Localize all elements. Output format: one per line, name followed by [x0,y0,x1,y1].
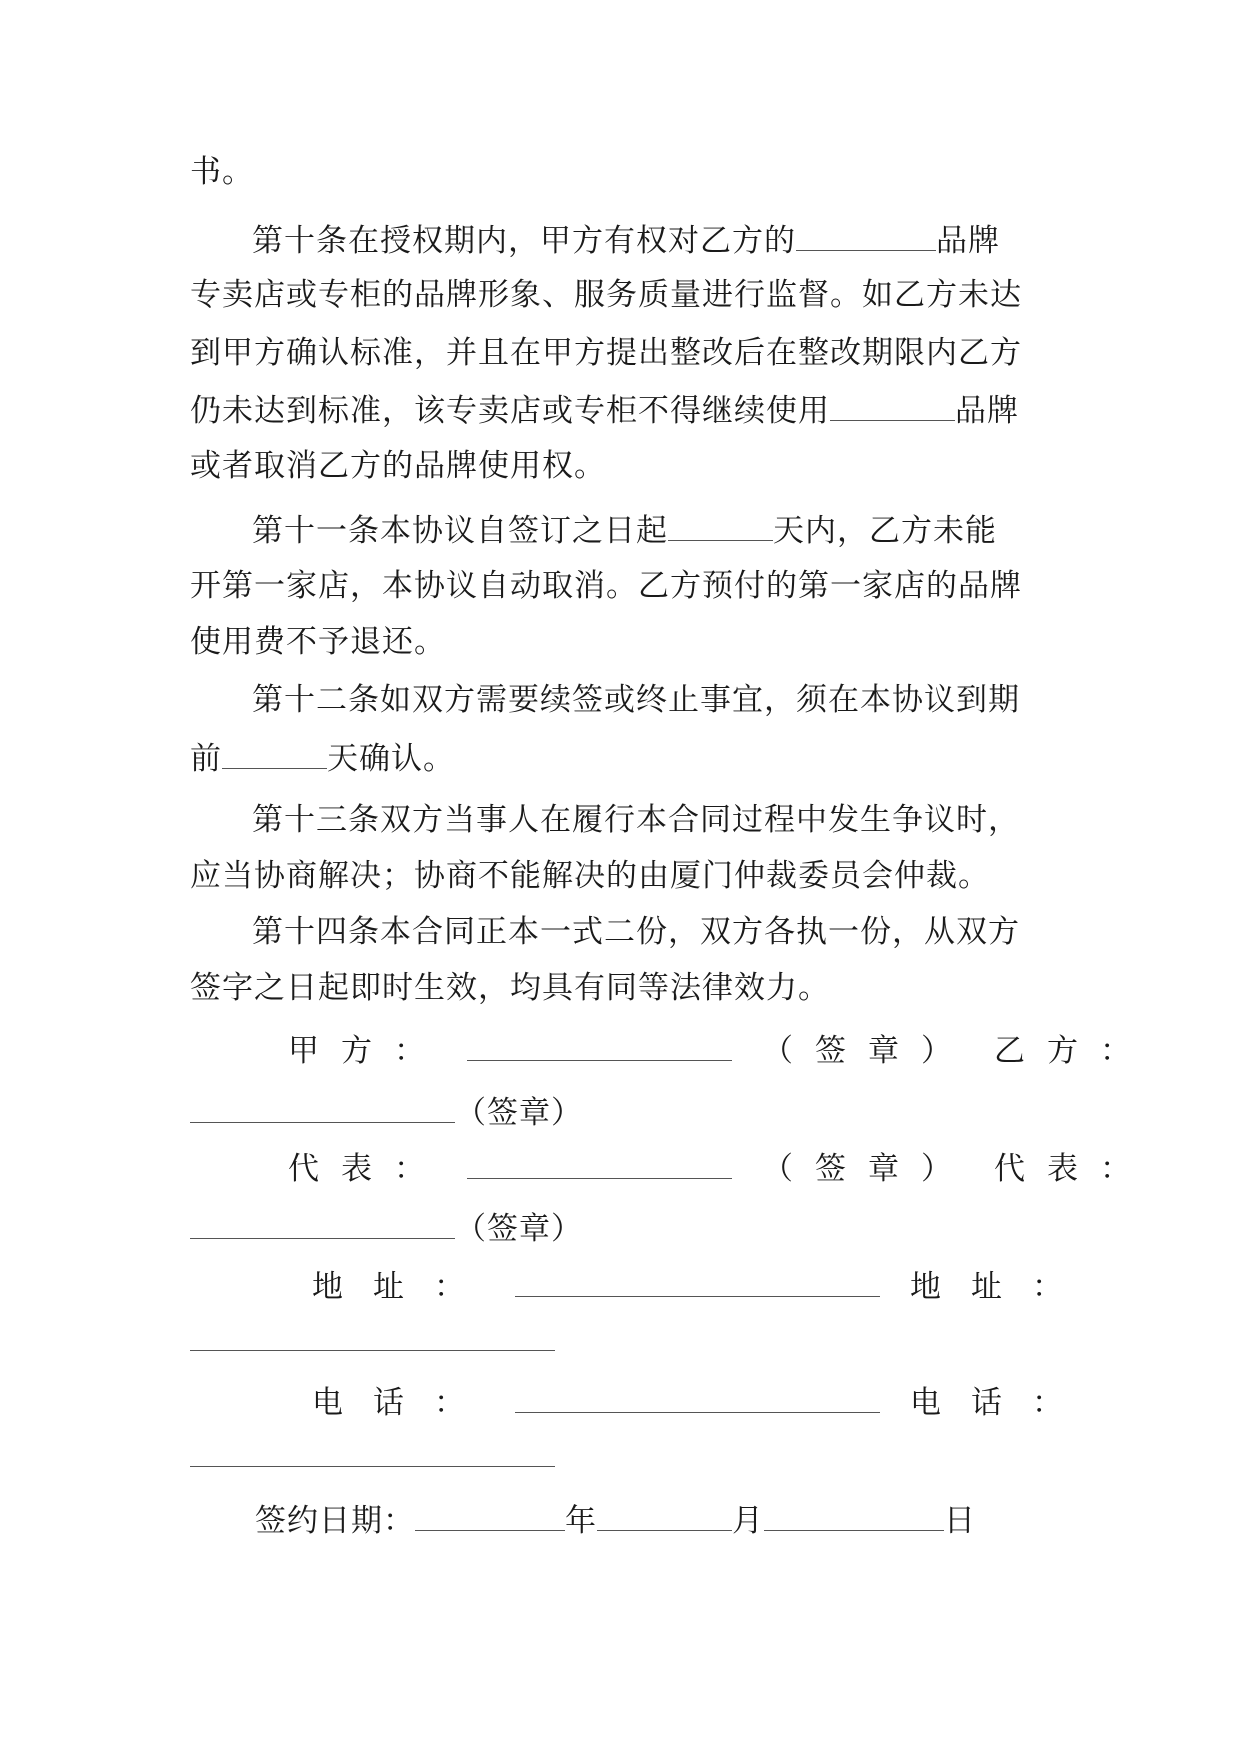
text-span: 品牌 [955,393,1019,429]
article-11 [252,510,997,551]
text-span: 第十二条如双方需要续签或终止事宜，须在本协议到期 [252,682,1020,718]
address-b-field [190,1320,555,1351]
phone-a-field [515,1382,880,1413]
seal-label: （签章） [762,1033,974,1069]
phone-a-label: 电话： [312,1385,495,1421]
text-span: 第十一条本协议自签订之日起 [252,513,668,549]
text-span: 前 [190,741,222,777]
seal-label: （签章） [455,1095,583,1131]
article-13 [252,800,1020,840]
text-span: 第十条在授权期内，甲方有权对乙方的 [252,223,796,259]
text-span: 天确认。 [327,741,455,777]
address-row [312,1266,1093,1307]
text-span: 到甲方确认标准，并且在甲方提出整改后在整改期限内乙方 [190,335,1022,371]
sign-date-label: 签约日期： [255,1503,415,1539]
rep-b-row [190,1208,583,1249]
text-span: 天内，乙方未能 [773,513,997,549]
text-span: 书。 [190,154,254,190]
blank-field [222,738,327,769]
month-field [597,1500,732,1531]
text-span: 或者取消乙方的品牌使用权。 [190,448,606,484]
phone-b-field [190,1436,555,1467]
text-span: 专卖店或专柜的品牌形象、服务质量进行监督。如乙方未达 [190,277,1022,313]
text-line [190,333,1022,373]
year-field [415,1500,565,1531]
address-a-field [515,1266,880,1297]
rep-b-signature-field [190,1208,455,1239]
text-span: 应当协商解决；协商不能解决的由厦门仲裁委员会仲裁。 [190,858,990,894]
phone-b-label: 电话： [910,1385,1093,1421]
text-span: 开第一家店，本协议自动取消。乙方预付的第一家店的品牌 [190,568,1022,604]
phone-b-row [190,1436,555,1477]
rep-a-signature-field [467,1148,732,1179]
text-line [190,390,1019,431]
rep-b-label: 代表： [994,1151,1153,1187]
text-span: 第十四条本合同正本一式二份，双方各执一份，从双方 [252,914,1020,950]
text-span: 使用费不予退还。 [190,624,446,660]
year-label: 年 [565,1503,597,1539]
text-span: 第十三条双方当事人在履行本合同过程中发生争议时， [252,802,1020,838]
text-line [190,152,254,192]
text-span: 签字之日起即时生效，均具有同等法律效力。 [190,970,830,1006]
seal-label: （签章） [455,1211,583,1247]
blank-field [796,220,936,251]
party-b-signature-field [190,1092,455,1123]
party-a-signature-field [467,1030,732,1061]
text-line [190,275,1022,315]
article-12 [252,680,1020,720]
blank-field [668,510,773,541]
address-b-label: 地址： [910,1269,1093,1305]
seal-label: （签章） [762,1151,974,1187]
party-b-row [190,1092,583,1133]
address-a-label: 地址： [312,1269,495,1305]
sign-date-row [255,1500,976,1541]
article-10 [252,220,1000,261]
text-line [190,738,455,779]
text-line [190,856,990,896]
party-b-label: 乙方： [994,1033,1153,1069]
rep-a-row [288,1148,1153,1189]
text-line [190,566,1022,606]
day-label: 日 [944,1503,976,1539]
rep-a-label: 代表： [288,1151,447,1187]
blank-field [830,390,955,421]
text-span: 仍未达到标准，该专卖店或专柜不得继续使用 [190,393,830,429]
text-line [190,968,830,1008]
month-label: 月 [732,1503,764,1539]
party-a-row [288,1030,1153,1071]
text-line [190,622,446,662]
day-field [764,1500,944,1531]
text-span: 品牌 [936,223,1000,259]
article-14 [252,912,1020,952]
address-b-row [190,1320,555,1361]
party-a-label: 甲方： [288,1033,447,1069]
text-line [190,446,606,486]
phone-row [312,1382,1093,1423]
